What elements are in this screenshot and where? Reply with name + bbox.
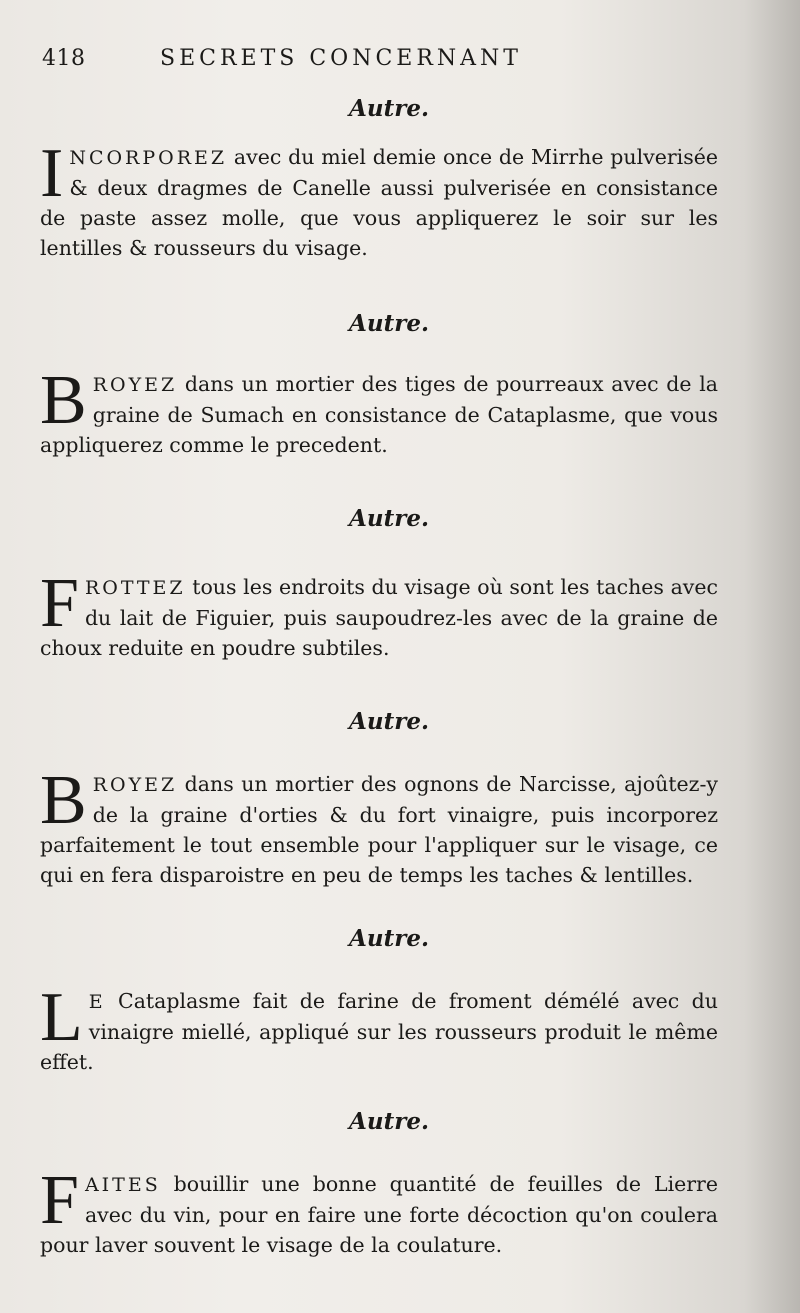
entry-body-text: dans un mortier des tiges de pourreaux avec de la graine de Sumach en consistance de Cataplasme, que vous appliquerez comme le precedent. xyxy=(40,372,718,457)
recipe-entry xyxy=(40,705,718,890)
lead-word: AITES xyxy=(84,1174,161,1196)
entry-title: Autre. xyxy=(349,708,429,735)
entry-text xyxy=(40,1162,718,1260)
entry-body-text: tous les endroits du visage où sont les taches avec du lait de Figuier, puis saupoudrez-les avec de la graine de choux reduite en poudre subtiles. xyxy=(40,575,718,660)
entry-title: Autre. xyxy=(349,925,429,952)
lead-word: ROYEZ xyxy=(92,374,178,396)
entry-body-text: bouillir une bonne quantité de feuilles de Lierre avec du vin, pour en faire une forte décoction qu'on coulera pour laver souvent le visage de la coulature. xyxy=(40,1172,718,1257)
entry-text xyxy=(40,762,718,890)
recipe-entry xyxy=(40,307,718,460)
recipe-entry xyxy=(40,92,718,263)
recipe-entry xyxy=(40,1105,718,1260)
drop-cap: F xyxy=(40,1162,79,1239)
entry-title: Autre. xyxy=(349,310,429,337)
drop-cap: F xyxy=(40,565,79,642)
lead-word: ROTTEZ xyxy=(84,577,186,599)
drop-cap: L xyxy=(40,979,83,1056)
lead-word: ROYEZ xyxy=(92,774,178,796)
entry-text xyxy=(40,565,718,663)
entry-title: Autre. xyxy=(349,1108,429,1135)
page-number: 418 xyxy=(42,46,86,71)
running-title: SECRETS CONCERNANT xyxy=(160,46,522,71)
entry-body-text: Cataplasme fait de farine de froment démélé avec du vinaigre miellé, appliqué sur les rousseurs produit le même effet. xyxy=(40,989,718,1074)
entry-text xyxy=(40,362,718,460)
entry-title: Autre. xyxy=(349,505,429,532)
lead-word: NCORPOREZ xyxy=(69,147,228,169)
drop-cap: I xyxy=(40,135,64,212)
recipe-entry xyxy=(40,502,718,663)
running-head xyxy=(40,40,718,84)
entry-title: Autre. xyxy=(349,95,429,122)
entry-text xyxy=(40,979,718,1077)
drop-cap: B xyxy=(40,762,87,839)
entry-text xyxy=(40,135,718,263)
drop-cap: B xyxy=(40,362,87,439)
entry-body-text: dans un mortier des ognons de Narcisse, ajoûtez-y de la graine d'orties & du fort vinaigre, puis incorporez parfaitement le tout ensemble pour l'appliquer sur le visage, ce qui en fera disparoistre en peu de temps les taches & lentilles. xyxy=(40,772,718,887)
entry-body-text: avec du miel demie once de Mirrhe pulverisée & deux dragmes de Canelle aussi pulverisée en consistance de paste assez molle, que vous appliquerez le soir sur les lentilles & rousseurs du visage. xyxy=(40,145,718,260)
recipe-entry xyxy=(40,922,718,1077)
lead-word: E xyxy=(88,991,106,1013)
